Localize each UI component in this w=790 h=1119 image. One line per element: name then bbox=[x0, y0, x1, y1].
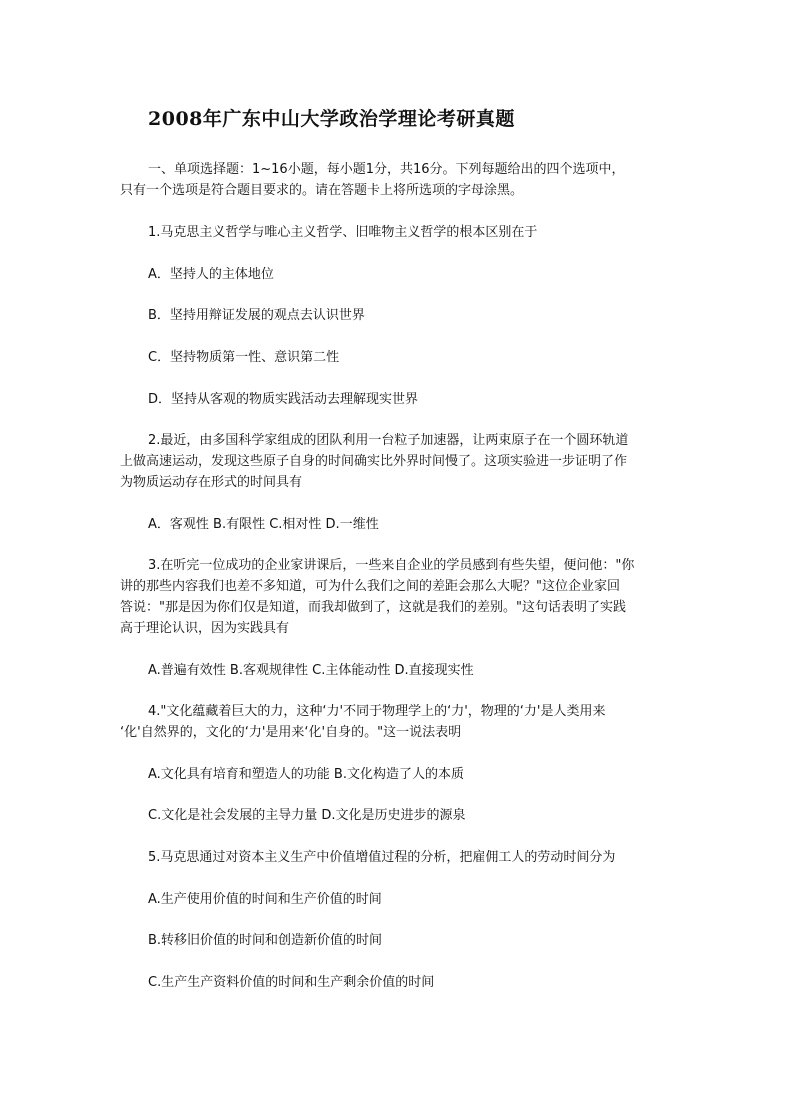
question-1-option-b: B．坚持用辩证发展的观点去认识世界 bbox=[148, 308, 365, 323]
question-3-stem-line-2: 讲的那些内容我们也差不多知道，可为什么我们之间的差距会那么大呢？"这位企业家回 bbox=[120, 579, 620, 594]
question-5-option-b: B.转移旧价值的时间和创造新价值的时间 bbox=[148, 933, 383, 948]
question-2-options: A．客观性 B.有限性 C.相对性 D.一维性 bbox=[148, 517, 379, 532]
question-1-option-a: A．坚持人的主体地位 bbox=[148, 267, 274, 282]
question-4-options-line-2: C.文化是社会发展的主导力量 D.文化是历史进步的源泉 bbox=[148, 808, 466, 823]
question-4-stem-line-1: 4."文化蕴藏着巨大的力，这种‘力'不同于物理学上的‘力'，物理的‘力'是人类用来 bbox=[148, 704, 606, 719]
section-intro-line-1: 一、单项选择题：1~16小题，每小题1分，共16分。下列每题给出的四个选项中， bbox=[148, 162, 625, 177]
question-4-stem-line-2: ‘化'自然界的，文化的‘力'是用来‘化'自身的。"这一说法表明 bbox=[120, 725, 462, 740]
question-2-stem-line-1: 2.最近，由多国科学家组成的团队利用一台粒子加速器，让两束原子在一个圆环轨道 bbox=[148, 433, 629, 448]
question-1-option-d: D．坚持从客观的物质实践活动去理解现实世界 bbox=[148, 392, 419, 407]
question-3-options: A.普遍有效性 B.客观规律性 C.主体能动性 D.直接现实性 bbox=[148, 663, 474, 678]
question-4-options-line-1: A.文化具有培育和塑造人的功能 B.文化构造了人的本质 bbox=[148, 767, 464, 782]
question-3-stem-line-3: 答说："那是因为你们仅是知道，而我却做到了，这就是我们的差别。"这句话表明了实践 bbox=[120, 600, 626, 615]
question-2-stem-line-3: 为物质运动存在形式的时间具有 bbox=[120, 475, 303, 490]
question-3-stem-line-1: 3.在听完一位成功的企业家讲课后，一些来自企业的学员感到有些失望，便问他："你 bbox=[148, 558, 635, 573]
section-intro-line-2: 只有一个选项是符合题目要求的。请在答题卡上将所选项的字母涂黑。 bbox=[120, 183, 524, 198]
question-1-option-c: C．坚持物质第一性、意识第二性 bbox=[148, 350, 340, 365]
question-5-option-c: C.生产生产资料价值的时间和生产剩余价值的时间 bbox=[148, 975, 435, 990]
question-2-stem-line-2: 上做高速运动，发现这些原子自身的时间确实比外界时间慢了。这项实验进一步证明了作 bbox=[120, 454, 628, 469]
question-1-stem: 1.马克思主义哲学与唯心主义哲学、旧唯物主义哲学的根本区别在于 bbox=[148, 225, 538, 240]
question-5-stem: 5.马克思通过对资本主义生产中价值增值过程的分析，把雇佣工人的劳动时间分为 bbox=[148, 850, 616, 865]
page-title: 2008年广东中山大学政治学理论考研真题 bbox=[148, 108, 515, 130]
question-3-stem-line-4: 高于理论认识，因为实践具有 bbox=[120, 621, 290, 636]
question-5-option-a: A.生产使用价值的时间和生产价值的时间 bbox=[148, 892, 382, 907]
